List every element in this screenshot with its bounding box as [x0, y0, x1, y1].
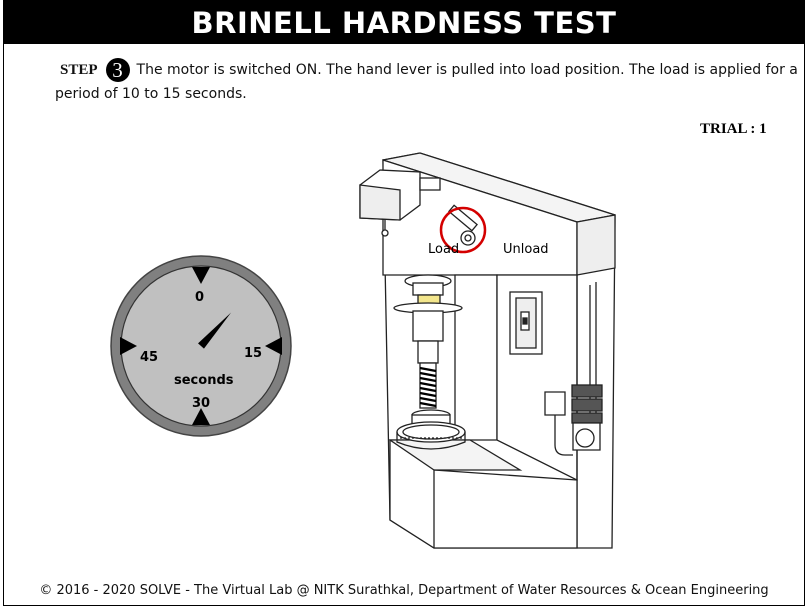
trial-counter: TRIAL : 1 [700, 121, 767, 137]
step-text: The motor is switched ON. The hand lever is pulled into load position. The load is applied for a period of 10 to 15 seconds. [55, 62, 798, 102]
lever-load-button[interactable]: Load [428, 242, 460, 257]
dial-label-45: 45 [140, 350, 159, 365]
step-label: STEP [60, 62, 98, 78]
step-number-badge: 3 [106, 58, 130, 82]
footer-copyright: © 2016 - 2020 SOLVE - The Virtual Lab @ NITK Surathkal, Department of Water Resources & Ocean Engineering [39, 583, 769, 598]
dial-unit-label: seconds [174, 373, 234, 388]
dial-label-15: 15 [244, 346, 263, 361]
page-title: BRINELL HARDNESS TEST [3, 0, 805, 44]
hardness-machine [360, 153, 615, 548]
dial-label-30: 30 [192, 396, 211, 411]
elevating-screw [420, 363, 436, 408]
lever-unload-button[interactable]: Unload [503, 242, 549, 257]
dial-label-0: 0 [195, 290, 205, 305]
